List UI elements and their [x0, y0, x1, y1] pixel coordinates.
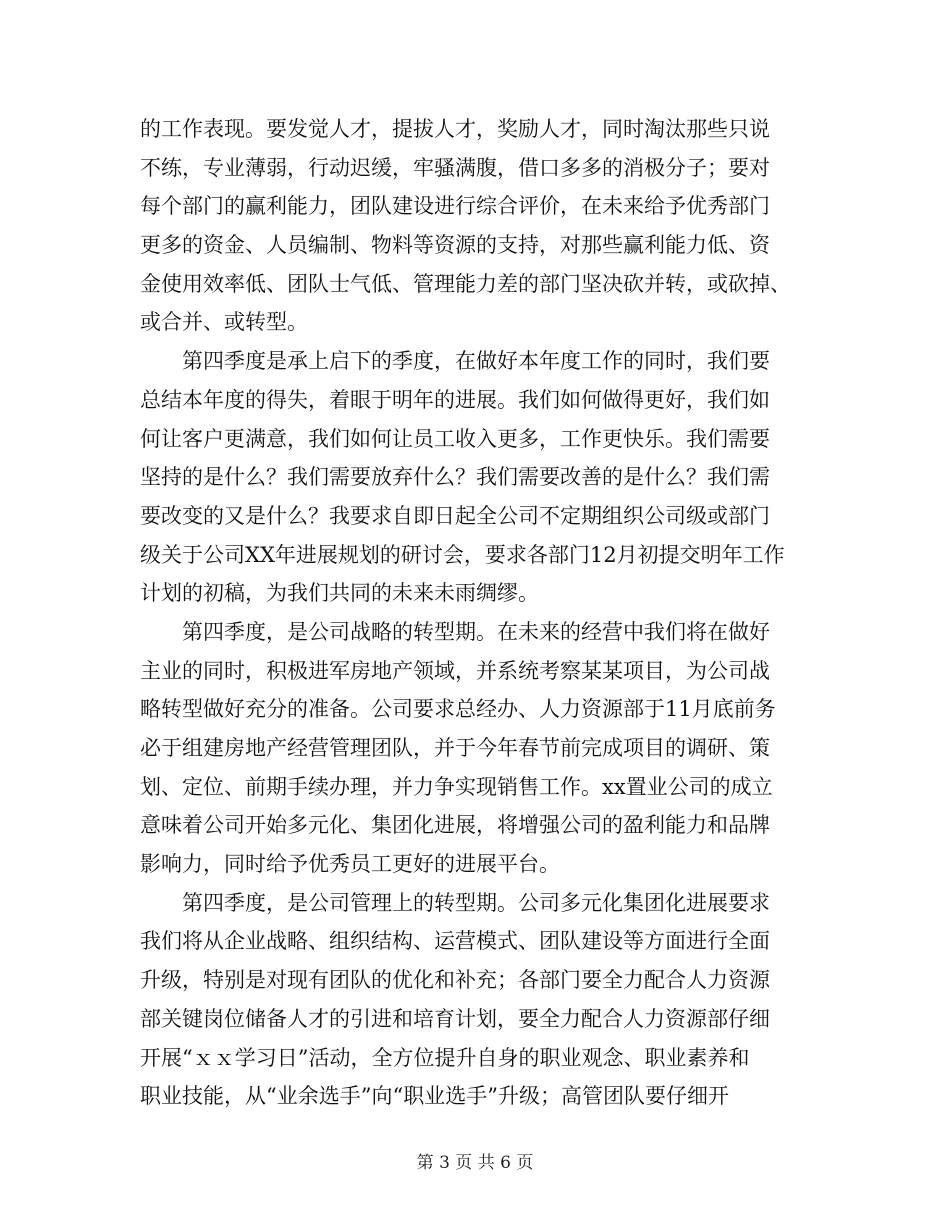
text-line: 开展“ｘｘ学习日”活动，全方位提升自身的职业观念、职业素养和	[140, 1045, 750, 1070]
text-line: 必于组建房地产经营管理团队，并于今年春节前完成项目的调研、策	[140, 736, 770, 760]
text-line: 更多的资金、人员编制、物料等资源的支持，对那些赢利能力低、资	[140, 233, 770, 258]
text-line: 第四季度是承上启下的季度，在做好本年度工作的同时，我们要	[140, 349, 770, 374]
text-line: 主业的同时，积极进军房地产领域，并系统考察某某项目，为公司战	[140, 658, 770, 683]
text-line: 何让客户更满意，我们如何让员工收入更多，工作更快乐。我们需要	[140, 426, 770, 451]
text-line: 我们将从企业战略、组织结构、运营模式、团队建设等方面进行全面	[140, 929, 770, 954]
text-line: 第四季度，是公司战略的转型期。在未来的经营中我们将在做好	[140, 619, 770, 644]
text-line: 影响力，同时给予优秀员工更好的进展平台。	[140, 852, 560, 877]
text-line: 或合并、或转型。	[140, 310, 308, 335]
text-line: 级关于公司XX年进展规划的研讨会，要求各部门12月初提交明年工作	[140, 542, 785, 567]
text-line: 划、定位、前期手续办理，并力争实现销售工作。xx置业公司的成立	[140, 774, 773, 799]
text-line: 金使用效率低、团队士气低、管理能力差的部门坚决砍并转，或砍掉、	[140, 271, 791, 296]
text-line: 升级，特别是对现有团队的优化和补充；各部门要全力配合人力资源	[140, 968, 770, 993]
text-line: 略转型做好充分的准备。公司要求总经办、人力资源部于11月底前务	[140, 697, 776, 722]
text-line: 的工作表现。要发觉人才，提拔人才，奖励人才，同时淘汰那些只说	[140, 117, 770, 141]
text-line: 每个部门的赢利能力，团队建设进行综合评价，在未来给予优秀部门	[140, 194, 770, 219]
text-line: 职业技能，从“业余选手”向“职业选手”升级；高管团队要仔细开	[140, 1084, 729, 1109]
text-line: 要改变的又是什么？我要求自即日起全公司不定期组织公司级或部门	[140, 503, 770, 528]
document-body	[140, 110, 820, 1116]
text-line: 总结本年度的得失，着眼于明年的进展。我们如何做得更好，我们如	[140, 387, 770, 412]
text-line: 意味着公司开始多元化、集团化进展，将增强公司的盈利能力和品牌	[140, 813, 770, 838]
text-line: 不练，专业薄弱，行动迟缓，牢骚满腹，借口多多的消极分子；要对	[140, 155, 770, 180]
page-footer: 第 3 页 共 6 页	[416, 1153, 534, 1173]
text-line: 坚持的是什么？我们需要放弃什么？我们需要改善的是什么？我们需	[140, 465, 770, 490]
text-line: 部关键岗位储备人才的引进和培育计划，要全力配合人力资源部仔细	[140, 1006, 770, 1031]
text-line: 第四季度，是公司管理上的转型期。公司多元化集团化进展要求	[140, 890, 770, 915]
text-line: 计划的初稿，为我们共同的未来未雨绸缪。	[140, 581, 539, 606]
